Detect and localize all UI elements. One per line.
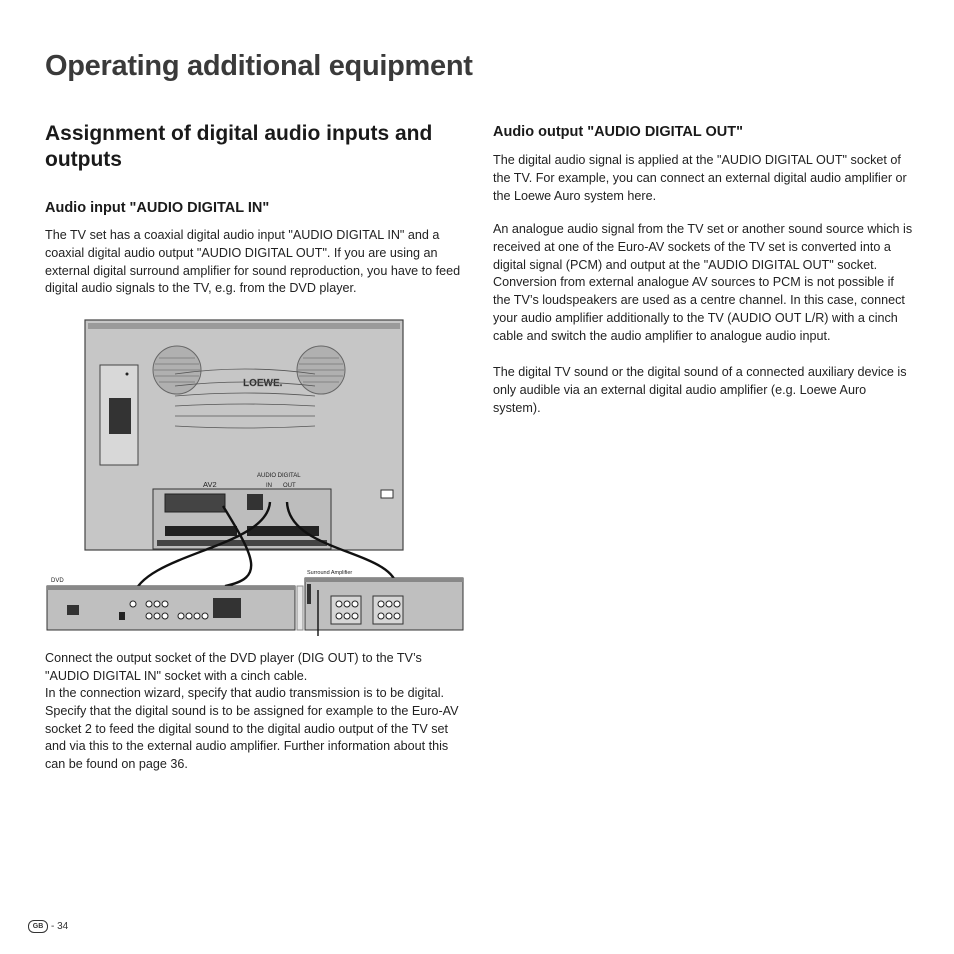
surround-amplifier [305, 570, 463, 636]
paragraph-audio-input-intro: The TV set has a coaxial digital audio input "AUDIO DIGITAL IN" and a coaxial digital audio output "AUDIO DIGITAL OUT". If you are using an external digital surround amplifier for sound reproduction, you have to feed digital audio signals to the TV, e.g. from the DVD player. [45, 228, 461, 296]
subheading-audio-input: Audio input "AUDIO DIGITAL IN" [45, 200, 270, 216]
dvd-scart [213, 598, 241, 618]
tv-back-panel [85, 320, 403, 550]
connection-diagram-svg [45, 318, 465, 638]
connection-diagram [45, 318, 465, 643]
country-badge: GB [28, 920, 48, 933]
paragraph-audio-output-intro: The digital audio signal is applied at the "AUDIO DIGITAL OUT" socket of the TV. For example, you can connect an external digital audio amplifier or the Loewe Auro system here. [493, 153, 907, 203]
page-footer [28, 920, 68, 933]
scart-av2 [165, 494, 225, 512]
section-heading: Assignment of digital audio inputs and outputs [45, 122, 433, 171]
mains-socket [109, 398, 131, 434]
paragraph-connect-dvd: Connect the output socket of the DVD player (DIG OUT) to the TV’s "AUDIO DIGITAL IN" socket with a cinch cable. [45, 651, 422, 683]
label-out: OUT [283, 483, 296, 489]
paragraph-analogue-conversion: An analogue audio signal from the TV set or another sound source which is received at one of the Euro-AV sockets of the TV set is converted into a digital signal (PCM) and output at the "AUDIO DIGITAL OUT" socket. Conversion from external analogue AV sources to PCM is not possible if the TV’s loudspeakers are used as a centre channel. In this case, connect your audio amplifier additionally to the TV (AUDIO OUT L/R) with a cinch cable and switch the audio amplifier to analogue audio input. [493, 222, 913, 343]
label-dvd: DVD [51, 578, 64, 584]
label-audio-digital: AUDIO DIGITAL [257, 473, 301, 479]
paragraph-connection-wizard: In the connection wizard, specify that audio transmission is to be digital. Specify that the digital sound is to be assigned for example to the Euro-AV socket 2 to feed the digital sound to the digital audio output of the TV set and via this to the external audio amplifier. Further information about this can be found on page 36. [45, 686, 459, 772]
digital-sockets [247, 494, 263, 510]
label-in: IN [266, 483, 272, 489]
service-switch [381, 490, 393, 498]
label-surround-amplifier: Surround Amplifier [307, 570, 353, 576]
brand-logo: LOEWE. [243, 378, 283, 389]
dvd-power-socket [67, 605, 79, 615]
subheading-audio-output: Audio output "AUDIO DIGITAL OUT" [493, 124, 744, 140]
dvd-player [47, 578, 303, 630]
page-number: - 34 [51, 921, 69, 932]
page-title: Operating additional equipment [45, 50, 473, 82]
label-av2: AV2 [203, 480, 217, 489]
paragraph-digital-sound-note: The digital TV sound or the digital sound of a connected auxiliary device is only audible via an external digital audio amplifier (e.g. Loewe Auro system). [493, 365, 907, 415]
